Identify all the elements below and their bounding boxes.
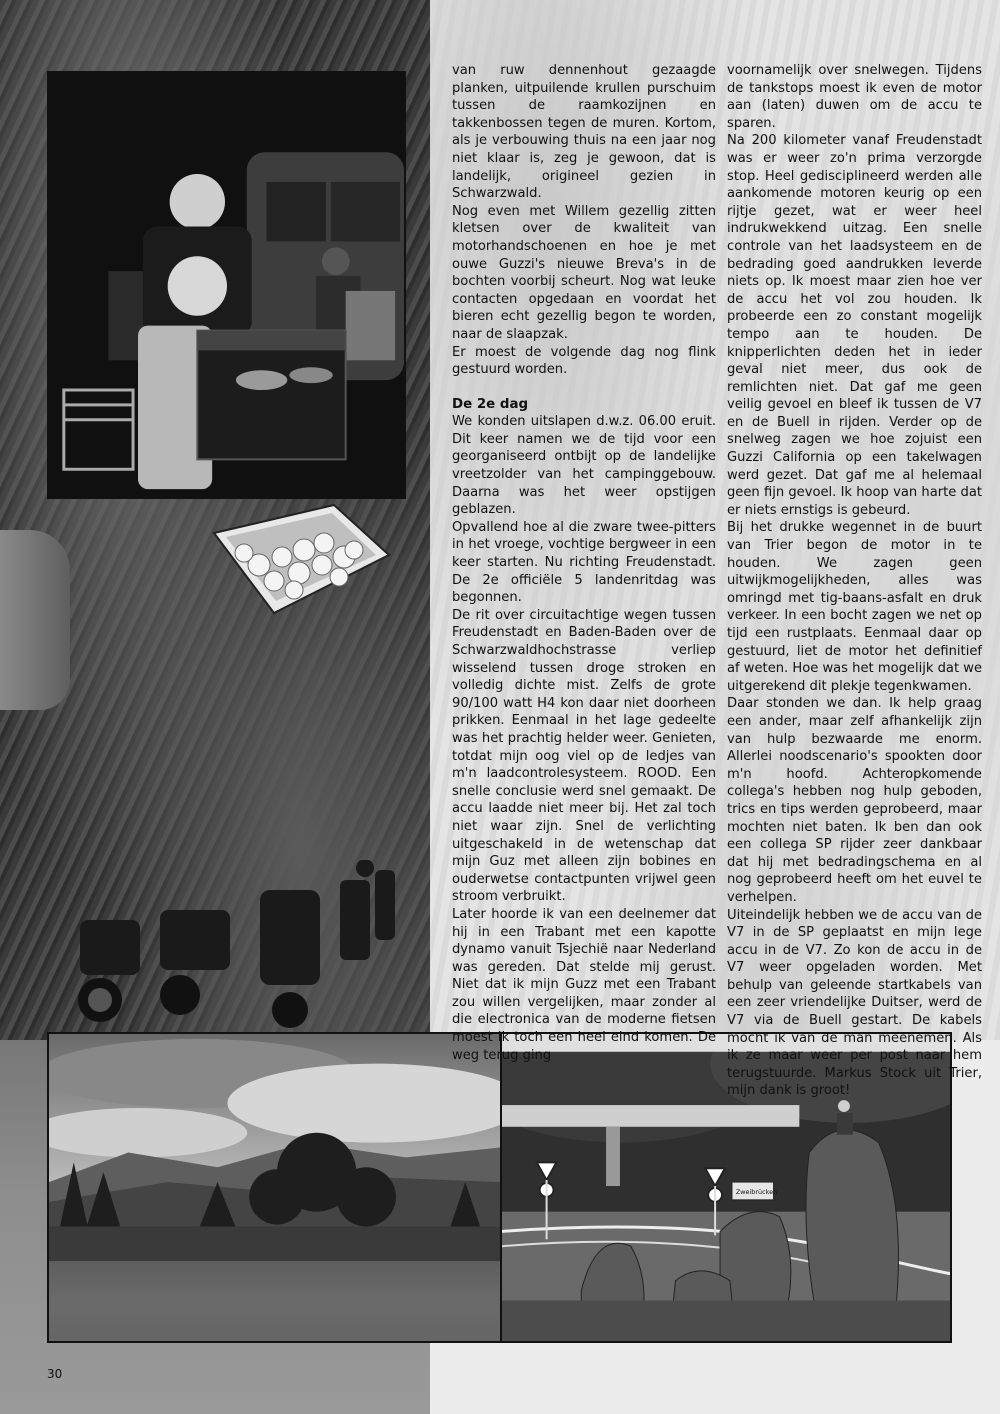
paragraph: van ruw dennenhout gezaagde planken, uitpuilende krullen purschuim tussen de raamkozijnen en takkenbossen tegen de muren. Kortom, als je verbouwing thuis na een jaar nog niet klaar is, zeg je gewoon, dat is landelijk, origineel gezien in Schwarzwald. bbox=[452, 63, 716, 202]
background-rock bbox=[0, 530, 70, 710]
bbq-photo bbox=[47, 71, 406, 499]
parked-motorcycles-illustration bbox=[60, 860, 430, 1030]
article-column-1 bbox=[452, 62, 716, 1064]
page-number: 30 bbox=[47, 1367, 63, 1381]
section-heading: De 2e dag bbox=[452, 396, 529, 412]
paragraph: Uiteindelijk hebben we de accu van de V7 in de SP geplaatst en mijn lege accu in de V7. Zo kon de accu in de V7 weer opgeladen worden. Met behulp van geleende startkabels van een zeer vriendelijke Duitser, werd de V7 via de Buell gestart. De kabels mocht ik van de man meenemen. Als ik ze maar weer per post naar hem terugstuurde. Markus Stock uit Trier, mijn dank is groot! bbox=[727, 907, 982, 1099]
paragraph: Daar stonden we dan. Ik help graag een ander, maar zelf afhankelijk zijn van hulp bezwaarde me enorm. Allerlei noodscenario's spookten door m'n hoofd. Achteropkomende collega's hebben nog hulp geboden, trics en tips werden geprobeerd, maar mochten niet baten. Ik ben dan ook een collega SP rijder zeer dankbaar dat hij met bedradingschema en al nog geprobeerd heeft om het euvel te verhelpen. bbox=[727, 696, 982, 905]
landscape-photo bbox=[47, 1032, 502, 1343]
paragraph: Later hoorde ik van een deelnemer dat hij in een Trabant met een kapotte dynamo vanuit Tsjechië naar Nederland was gereden. Dat stelde mij gerust. Niet dat ik mijn Guzz met een Trabant zou willen vergelijken, maar zonder al die electronica van de moderne fietsen moest ik toch een heel eind komen. De weg terug ging bbox=[452, 906, 716, 1063]
article-column-2 bbox=[727, 62, 982, 1100]
paragraph: De rit over circuitachtige wegen tussen Freudenstadt en Baden-Baden over de Schwarzwaldhochstrasse verliep wisselend tussen droge stroken en volledig dichte mist. Zelfs de grote 90/100 watt H4 kon daar niet doorheen prikken. Eenmaal in het lage gedeelte was het prachtig helder weer. Genieten, totdat mijn oog viel op de ledjes van m'n laadcontrolesysteem. ROOD. Een snelle conclusie werd snel gemaakt. De accu laadde niet meer bij. Het zal toch niet waar zijn. Snel de verlichting uitgeschakeld in de wetenschap dat mijn Guz met alleen zijn bobines en ouderwetse contactpunten vrijwel geen stroom verbruikt. bbox=[452, 607, 716, 905]
road-sign-text: Zweibrücken bbox=[735, 1187, 778, 1196]
paragraph: Opvallend hoe al die zware twee-pitters in het vroege, vochtige bergweer in een keer starten. Nu richting Freudenstadt. De 2e officiële 5 landenritdag was begonnen. bbox=[452, 519, 716, 606]
paragraph: voornamelijk over snelwegen. Tijdens de tankstops moest ik even de motor aan (laten) duwen om de accu te sparen. bbox=[727, 63, 982, 131]
paragraph: Na 200 kilometer vanaf Freudenstadt was er weer zo'n prima verzorgde stop. Heel gedisciplineerd werden alle aankomende motoren keurig op een rijtje gezet, wat er weer heel indrukwekkend uitzag. Een snelle controle van het laadsysteem en de bedrading goed aandrukken leverde niets op. Ik moest maar zien hoe ver de accu het vol zou houden. Ik probeerde een zo constant mogelijk tempo aan te houden. De knipperlichten deden het in ieder geval niet meer, dus ook de remlichten niet. Dat gaf me geen veilig gevoel en bleef ik tussen de V7 en de Buell in rijden. Verder op de snelweg zagen we hoe zojuist een Guzzi California op een takelwagen werd gezet. Dat gaf me al helemaal geen fijn gevoel. Ik hoop van harte dat er niets ernstigs is gebeurd. bbox=[727, 133, 982, 518]
paragraph: Bij het drukke wegennet in de buurt van Trier begon de motor in te houden. We zagen geen uitwijkmogelijkheden, alles was omringd met tig-baans-asfalt en druk verkeer. In een bocht zagen we net op tijd een rustplaats. Eenmaal daar op gestuurd, liet de motor het definitief af weten. Hoe was het mogelijk dat we uitgerekend dit plekje tegenkwamen. bbox=[727, 520, 983, 694]
paragraph: Er moest de volgende dag nog flink gestuurd worden. bbox=[452, 344, 716, 378]
paragraph: We konden uitslapen d.w.z. 06.00 eruit. Dit keer namen we de tijd voor een georganiseerd ontbijt op de landelijke vreetzolder van het campinggebouw. Daarna was het weer opstijgen geblazen. bbox=[452, 414, 716, 518]
paragraph: Nog even met Willem gezellig zitten kletsen over de kwaliteit van motorhandschoenen en hoe je met ouwe Guzzi's nieuwe Breva's in de bochten voorbij scheurt. Nog wat leuke contacten opgedaan en voordat het bieren echt gezellig begon te worden, naar de slaapzak. bbox=[452, 203, 716, 342]
food-box-photo bbox=[214, 505, 389, 613]
